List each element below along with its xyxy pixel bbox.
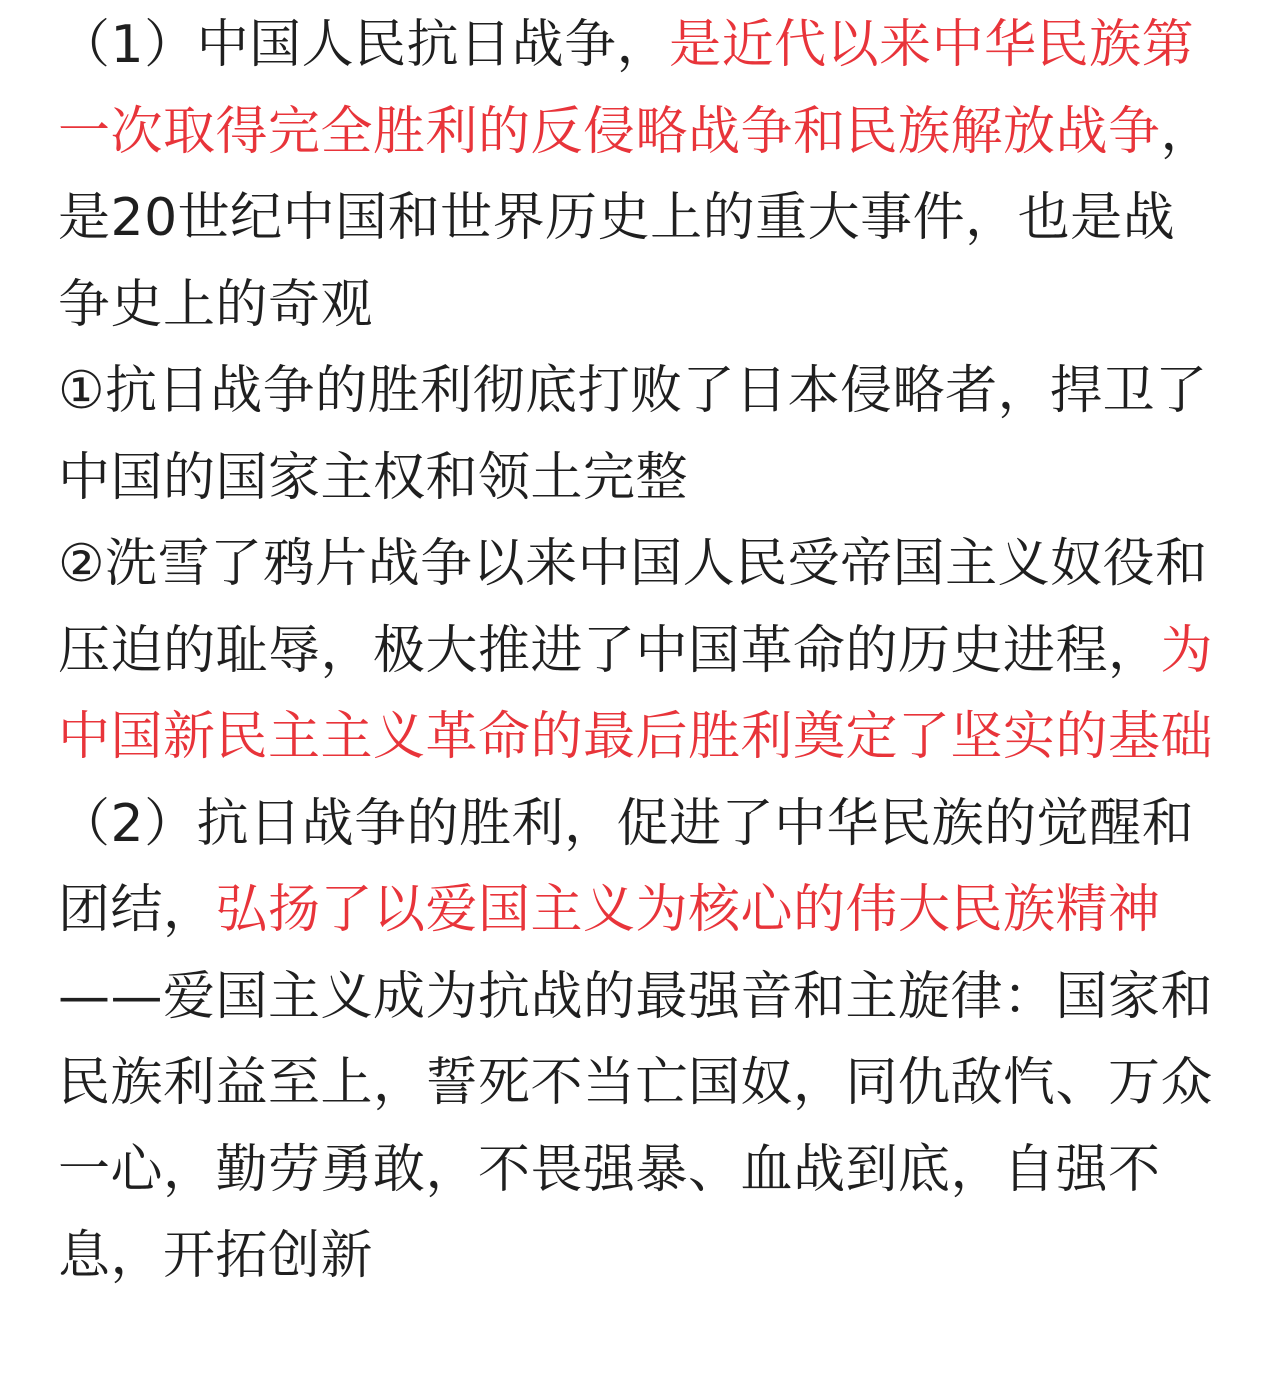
paragraph-2-intro: （2）抗日战争的胜利，促进了中华民族的觉醒和团结， xyxy=(58,793,1195,940)
paragraph-patriotism xyxy=(58,954,1218,1300)
paragraph-2-awakening xyxy=(58,781,1218,954)
paragraph-1-significance xyxy=(58,2,1218,348)
document-body xyxy=(58,2,1218,1300)
paragraph-1-rest: ，是20世纪中国和世界历史上的重大事件，也是战争史上的奇观 xyxy=(58,101,1214,335)
point-2-humiliation xyxy=(58,521,1218,781)
paragraph-1-highlight: 是近代以来中华民族第一次取得完全胜利的反侵略战争和民族解放战争 xyxy=(58,15,1195,162)
point-1-text: ①抗日战争的胜利彻底打败了日本侵略者，捍卫了中国的国家主权和领土完整 xyxy=(58,361,1208,508)
patriotism-text: ——爱国主义成为抗战的最强音和主旋律：国家和民族利益至上，誓死不当亡国奴，同仇敌忾、万众一心，勤劳勇敢，不畏强暴、血战到底，自强不息，开拓创新 xyxy=(58,966,1214,1286)
point-2-highlight: 为中国新民主主义革命的最后胜利奠定了坚实的基础 xyxy=(58,620,1214,767)
paragraph-2-highlight: 弘扬了以爱国主义为核心的伟大民族精神 xyxy=(215,880,1161,940)
paragraph-1-intro: （1）中国人民抗日战争， xyxy=(58,15,670,75)
point-1-sovereignty xyxy=(58,348,1218,521)
point-2-text: ②洗雪了鸦片战争以来中国人民受帝国主义奴役和压迫的耻辱，极大推进了中国革命的历史进程， xyxy=(58,534,1208,681)
